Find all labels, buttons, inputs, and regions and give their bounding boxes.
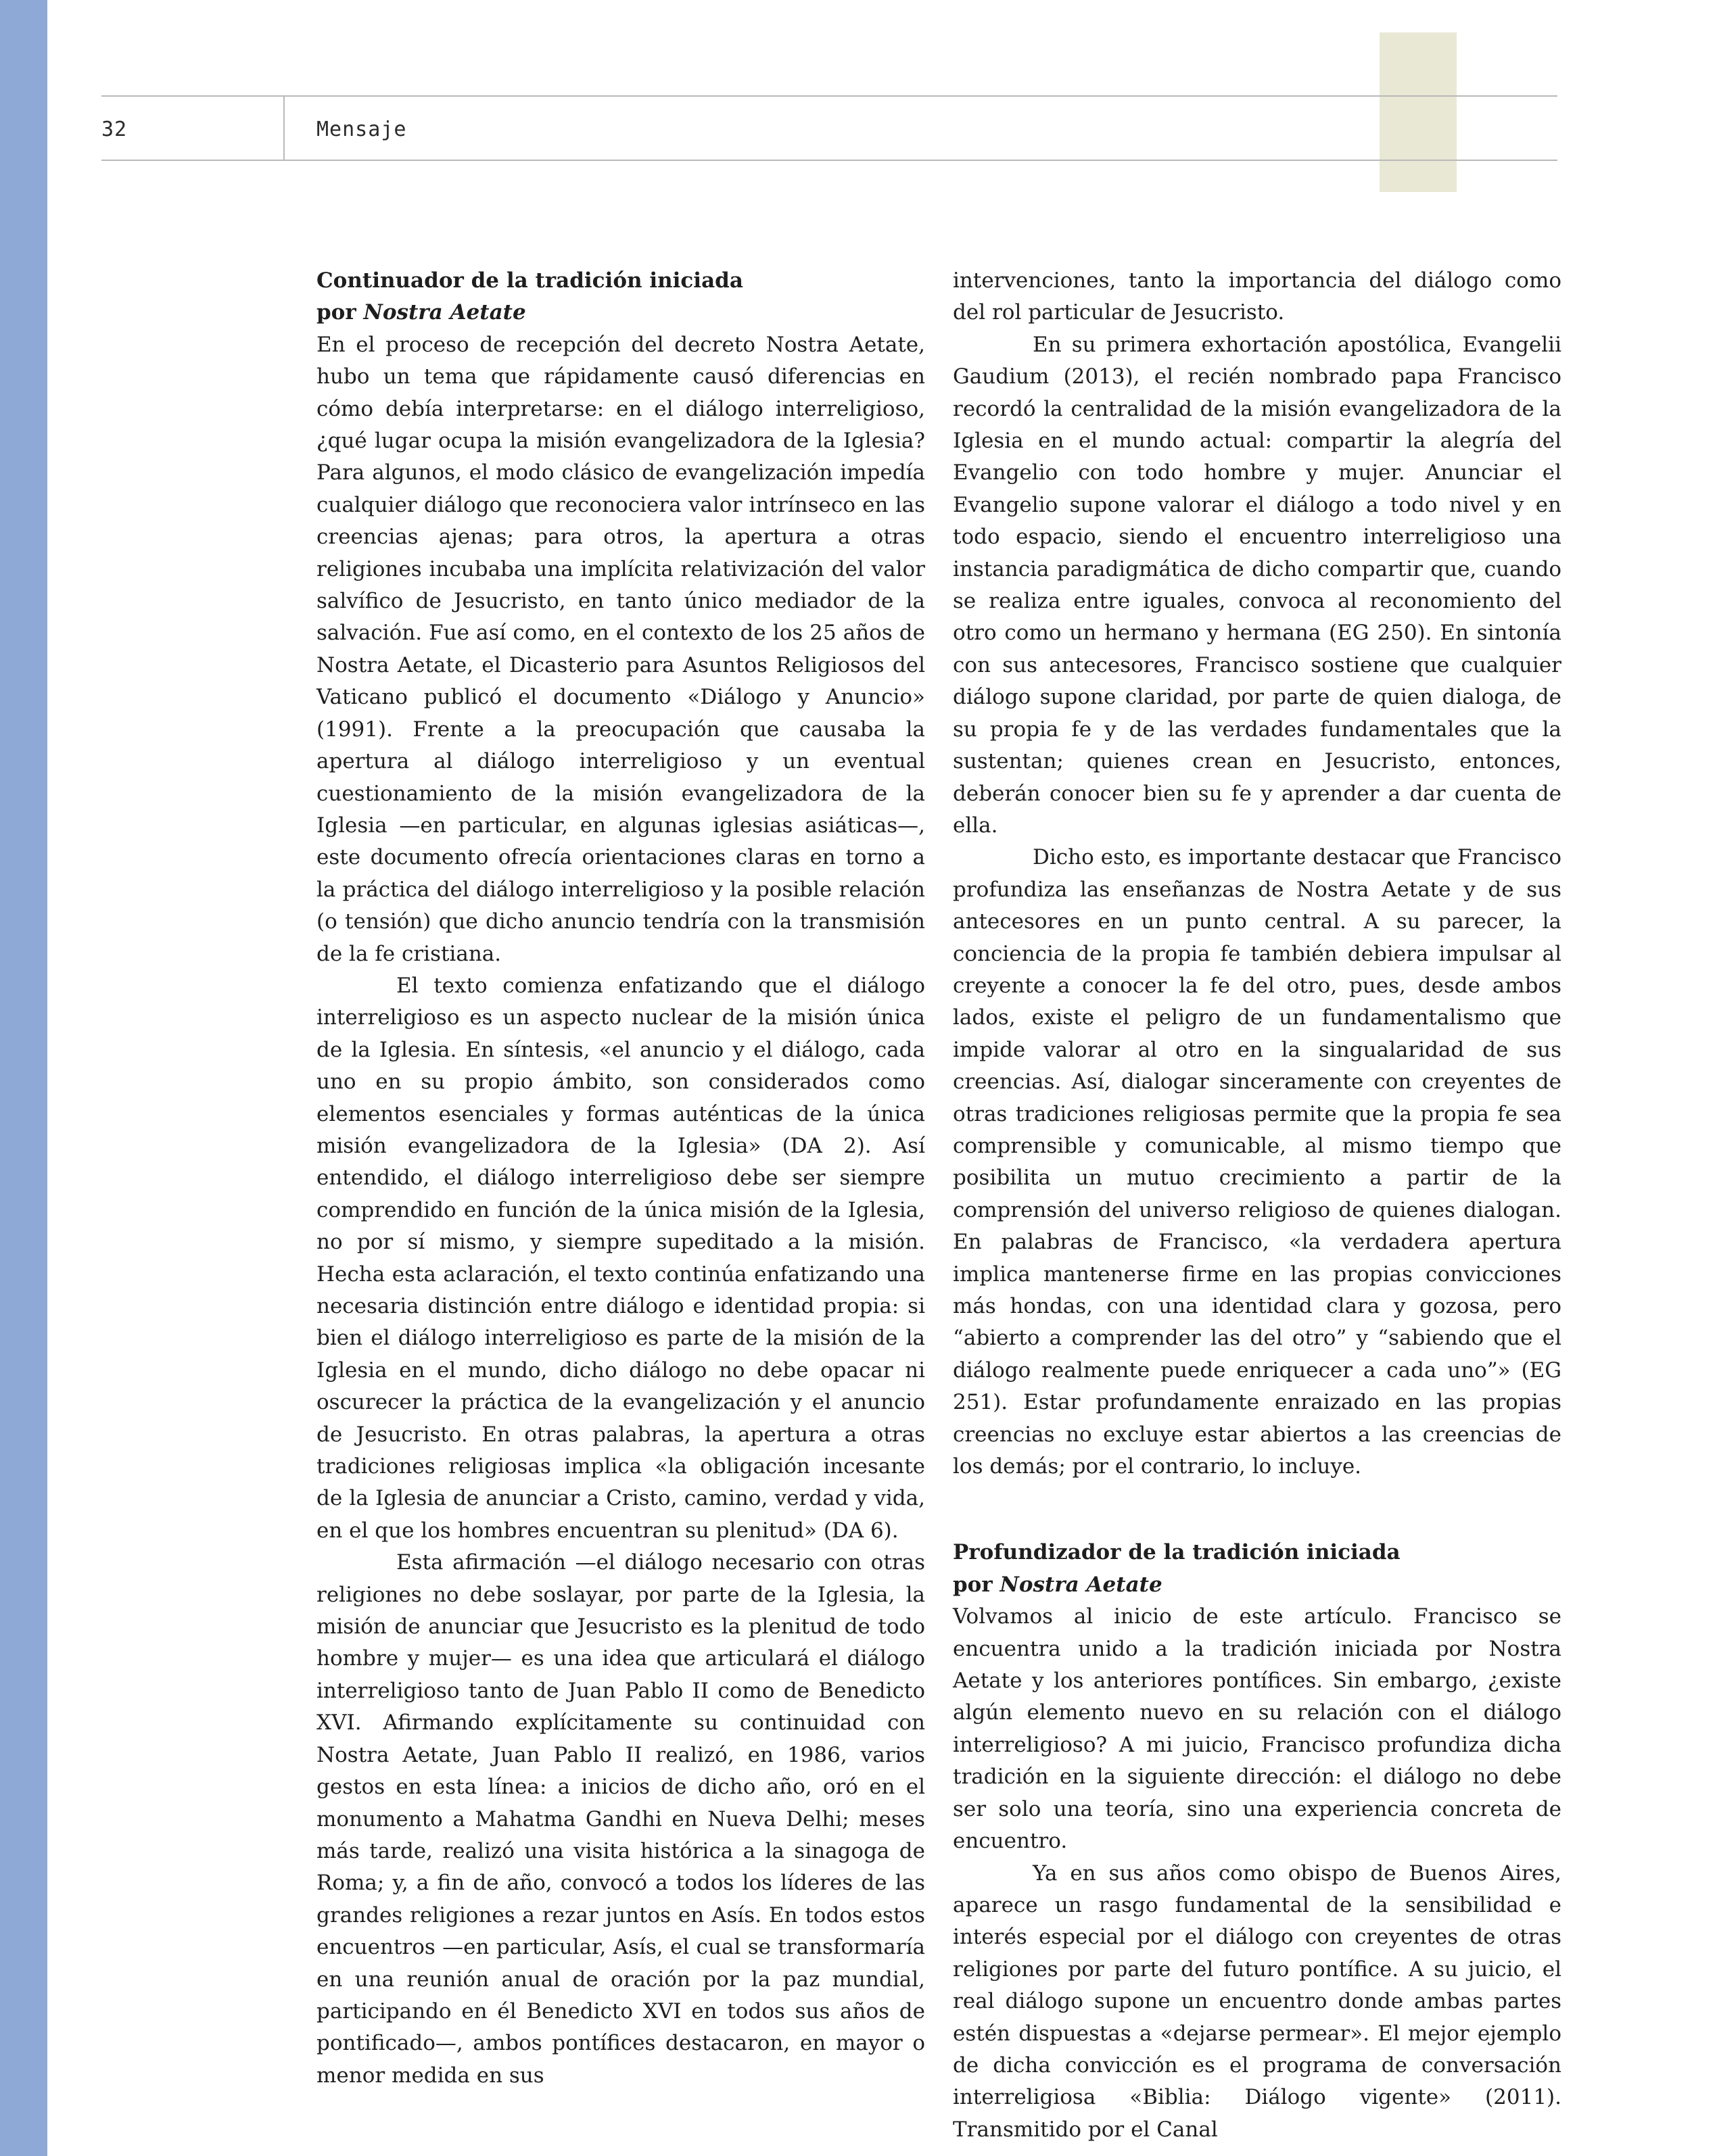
paragraph: En su primera exhortación apostólica, Evangelii Gaudium (2013), el recién nombrado papa Francisco recordó la centralidad de la misión evangelizadora de la Iglesia en el mundo actual: compartir la alegría del Evangelio con todo hombre y mujer. Anunciar el Evangelio supone valorar el diálogo a todo nivel y en todo espacio, siendo el encuentro interreligioso una instancia paradigmática de dicho compartir que, cuando se realiza entre iguales, convoca al reconomiento del otro como un hermano y hermana (EG 250). En sintonía con sus antecesores, Francisco sostiene que cualquier diálogo supone claridad, por parte de quien dialoga, de su propia fe y de las verdades fundamentales que la sustentan; quienes crean en Jesucristo, entonces, deberán conocer bien su fe y aprender a dar cuenta de ella. [953, 332, 1561, 838]
paragraph: Esta afirmación —el diálogo necesario con otras religiones no debe soslayar, por parte de la Iglesia, la misión de anunciar que Jesucristo es la plenitud de todo hombre y mujer— es una idea que articulará el diálogo interreligioso tanto de Juan Pablo II como de Benedicto XVI. Afirmando explícitamente su continuidad con Nostra Aetate, Juan Pablo II realizó, en 1986, varios gestos en esta línea: a inicios de dicho año, oró en el monumento a Mahatma Gandhi en Nueva Delhi; meses más tarde, realizó una visita histórica a la sinagoga de Roma; y, a fin de año, convocó a todos los líderes de las grandes religiones a rezar juntos en Asís. En todos estos encuentros —en particular, Asís, el cual se transformaría en una reunión anual de oración por la paz mundial, participando en él Benedicto XVI en todos sus años de pontificado—, ambos pontífices destacaron, en mayor o menor medida en sus [316, 1550, 925, 2088]
corner-tab-decoration [1380, 32, 1457, 192]
paragraph: El texto comienza enfatizando que el diálogo interreligioso es un aspecto nuclear de la misión única de la Iglesia. En síntesis, «el anuncio y el diálogo, cada uno en su propio ámbito, son considerados como elementos esenciales y formas auténticas de la única misión evangelizadora de la Iglesia» (DA 2). Así entendido, el diálogo interreligioso debe ser siempre comprendido en función de la única misión de la Iglesia, no por sí mismo, y siempre supeditado a la misión. Hecha esta aclaración, el texto continúa enfatizando una necesaria distinción entre diálogo e identidad propia: si bien el diálogo interreligioso es parte de la misión de la Iglesia en el mundo, dicho diálogo no debe opacar ni oscurecer la práctica de la evangelización y el anuncio de Jesucristo. En otras palabras, la apertura a otras tradiciones religiosas implica «la obligación incesante de la Iglesia de anunciar a Cristo, camino, verdad y vida, en el que los hombres encuentran su plenitud» (DA 6). [316, 973, 925, 1543]
side-color-band [0, 0, 47, 2156]
right-column [953, 265, 1561, 2146]
header-top-rule [101, 95, 1557, 97]
paragraph: Dicho esto, es importante destacar que Francisco profundiza las enseñanzas de Nostra Aetate y de sus antecesores en un punto central. A su parecer, la conciencia de la propia fe también debiera impulsar al creyente a conocer la fe del otro, pues, desde ambos lados, existe el peligro de un fundamentalismo que impide valorar al otro en la singualaridad de sus creencias. Así, dialogar sinceramente con creyentes de otras tradiciones religiosas permite que la propia fe sea comprensible y comunicable, al mismo tiempo que posibilita un mutuo crecimiento a partir de la comprensión del universo religioso de quienes dialogan. En palabras de Francisco, «la verdadera apertura implica mantenerse firme en las propias convicciones más hondas, con una identidad clara y gozosa, pero “abierto a comprender las del otro” y “sabiendo que el diálogo realmente puede enriquecer a cada uno”» (EG 251). Estar profundamente enraizado en las propias creencias no excluye estar abiertos a las creencias de los demás; por el contrario, lo incluye. [953, 845, 1561, 1479]
section-heading-2 [953, 1537, 1561, 1601]
heading-2-line1: Profundizador de la tradición iniciada [953, 1540, 1401, 1565]
section-heading-1 [316, 265, 925, 329]
paragraph: intervenciones, tanto la importancia del diálogo como del rol particular de Jesucristo. [953, 268, 1561, 325]
heading-1-line1: Continuador de la tradición iniciada [316, 268, 743, 293]
page-number: 32 [101, 118, 128, 141]
paragraph: En el proceso de recepción del decreto Nostra Aetate, hubo un tema que rápidamente causó diferencias en cómo debía interpretarse: en el diálogo interreligioso, ¿qué lugar ocupa la misión evangelizadora de la Iglesia? Para algunos, el modo clásico de evangelización impedía cualquier diálogo que reconociera valor intrínseco en las creencias ajenas; para otros, la apertura a otras religiones incubaba una implícita relativización del valor salvífico de Jesucristo, en tanto único mediador de la salvación. Fue así como, en el contexto de los 25 años de Nostra Aetate, el Dicasterio para Asuntos Religiosos del Vaticano publicó el documento «Diálogo y Anuncio» (1991). Frente a la preocupación que causaba la apertura al diálogo interreligioso y un eventual cuestionamiento de la misión evangelizadora de la Iglesia —en particular, en algunas iglesias asiáticas—, este documento ofrecía orientaciones claras en torno a la práctica del diálogo interreligioso y la posible relación (o tensión) que dicho anuncio tendría con la transmisión de la fe cristiana. [316, 332, 925, 966]
paragraph: Ya en sus años como obispo de Buenos Aires, aparece un rasgo fundamental de la sensibilidad e interés especial por el diálogo con creyentes de otras religiones por parte del futuro pontífice. A su juicio, el real diálogo supone un encuentro donde ambas partes estén dispuestas a «dejarse permear». El mejor ejemplo de dicha convicción es el programa de conversación interreligiosa «Biblia: Diálogo vigente» (2011). Transmitido por el Canal [953, 1861, 1561, 2142]
running-header-section: Mensaje [316, 118, 407, 141]
paragraph: Volvamos al inicio de este artículo. Francisco se encuentra unido a la tradición iniciada por Nostra Aetate y los anteriores pontífices. Sin embargo, ¿existe algún elemento nuevo en su relación con el diálogo interreligioso? A mi juicio, Francisco profundiza dicha tradición en la siguiente dirección: el diálogo no debe ser solo una teoría, sino una experiencia concreta de encuentro. [953, 1604, 1561, 1854]
heading-1-line2: por Nostra Aetate [316, 300, 526, 325]
header-divider [283, 95, 285, 161]
left-column [316, 265, 925, 2092]
header-bottom-rule [101, 160, 1557, 161]
heading-2-line2: por Nostra Aetate [953, 1572, 1162, 1597]
